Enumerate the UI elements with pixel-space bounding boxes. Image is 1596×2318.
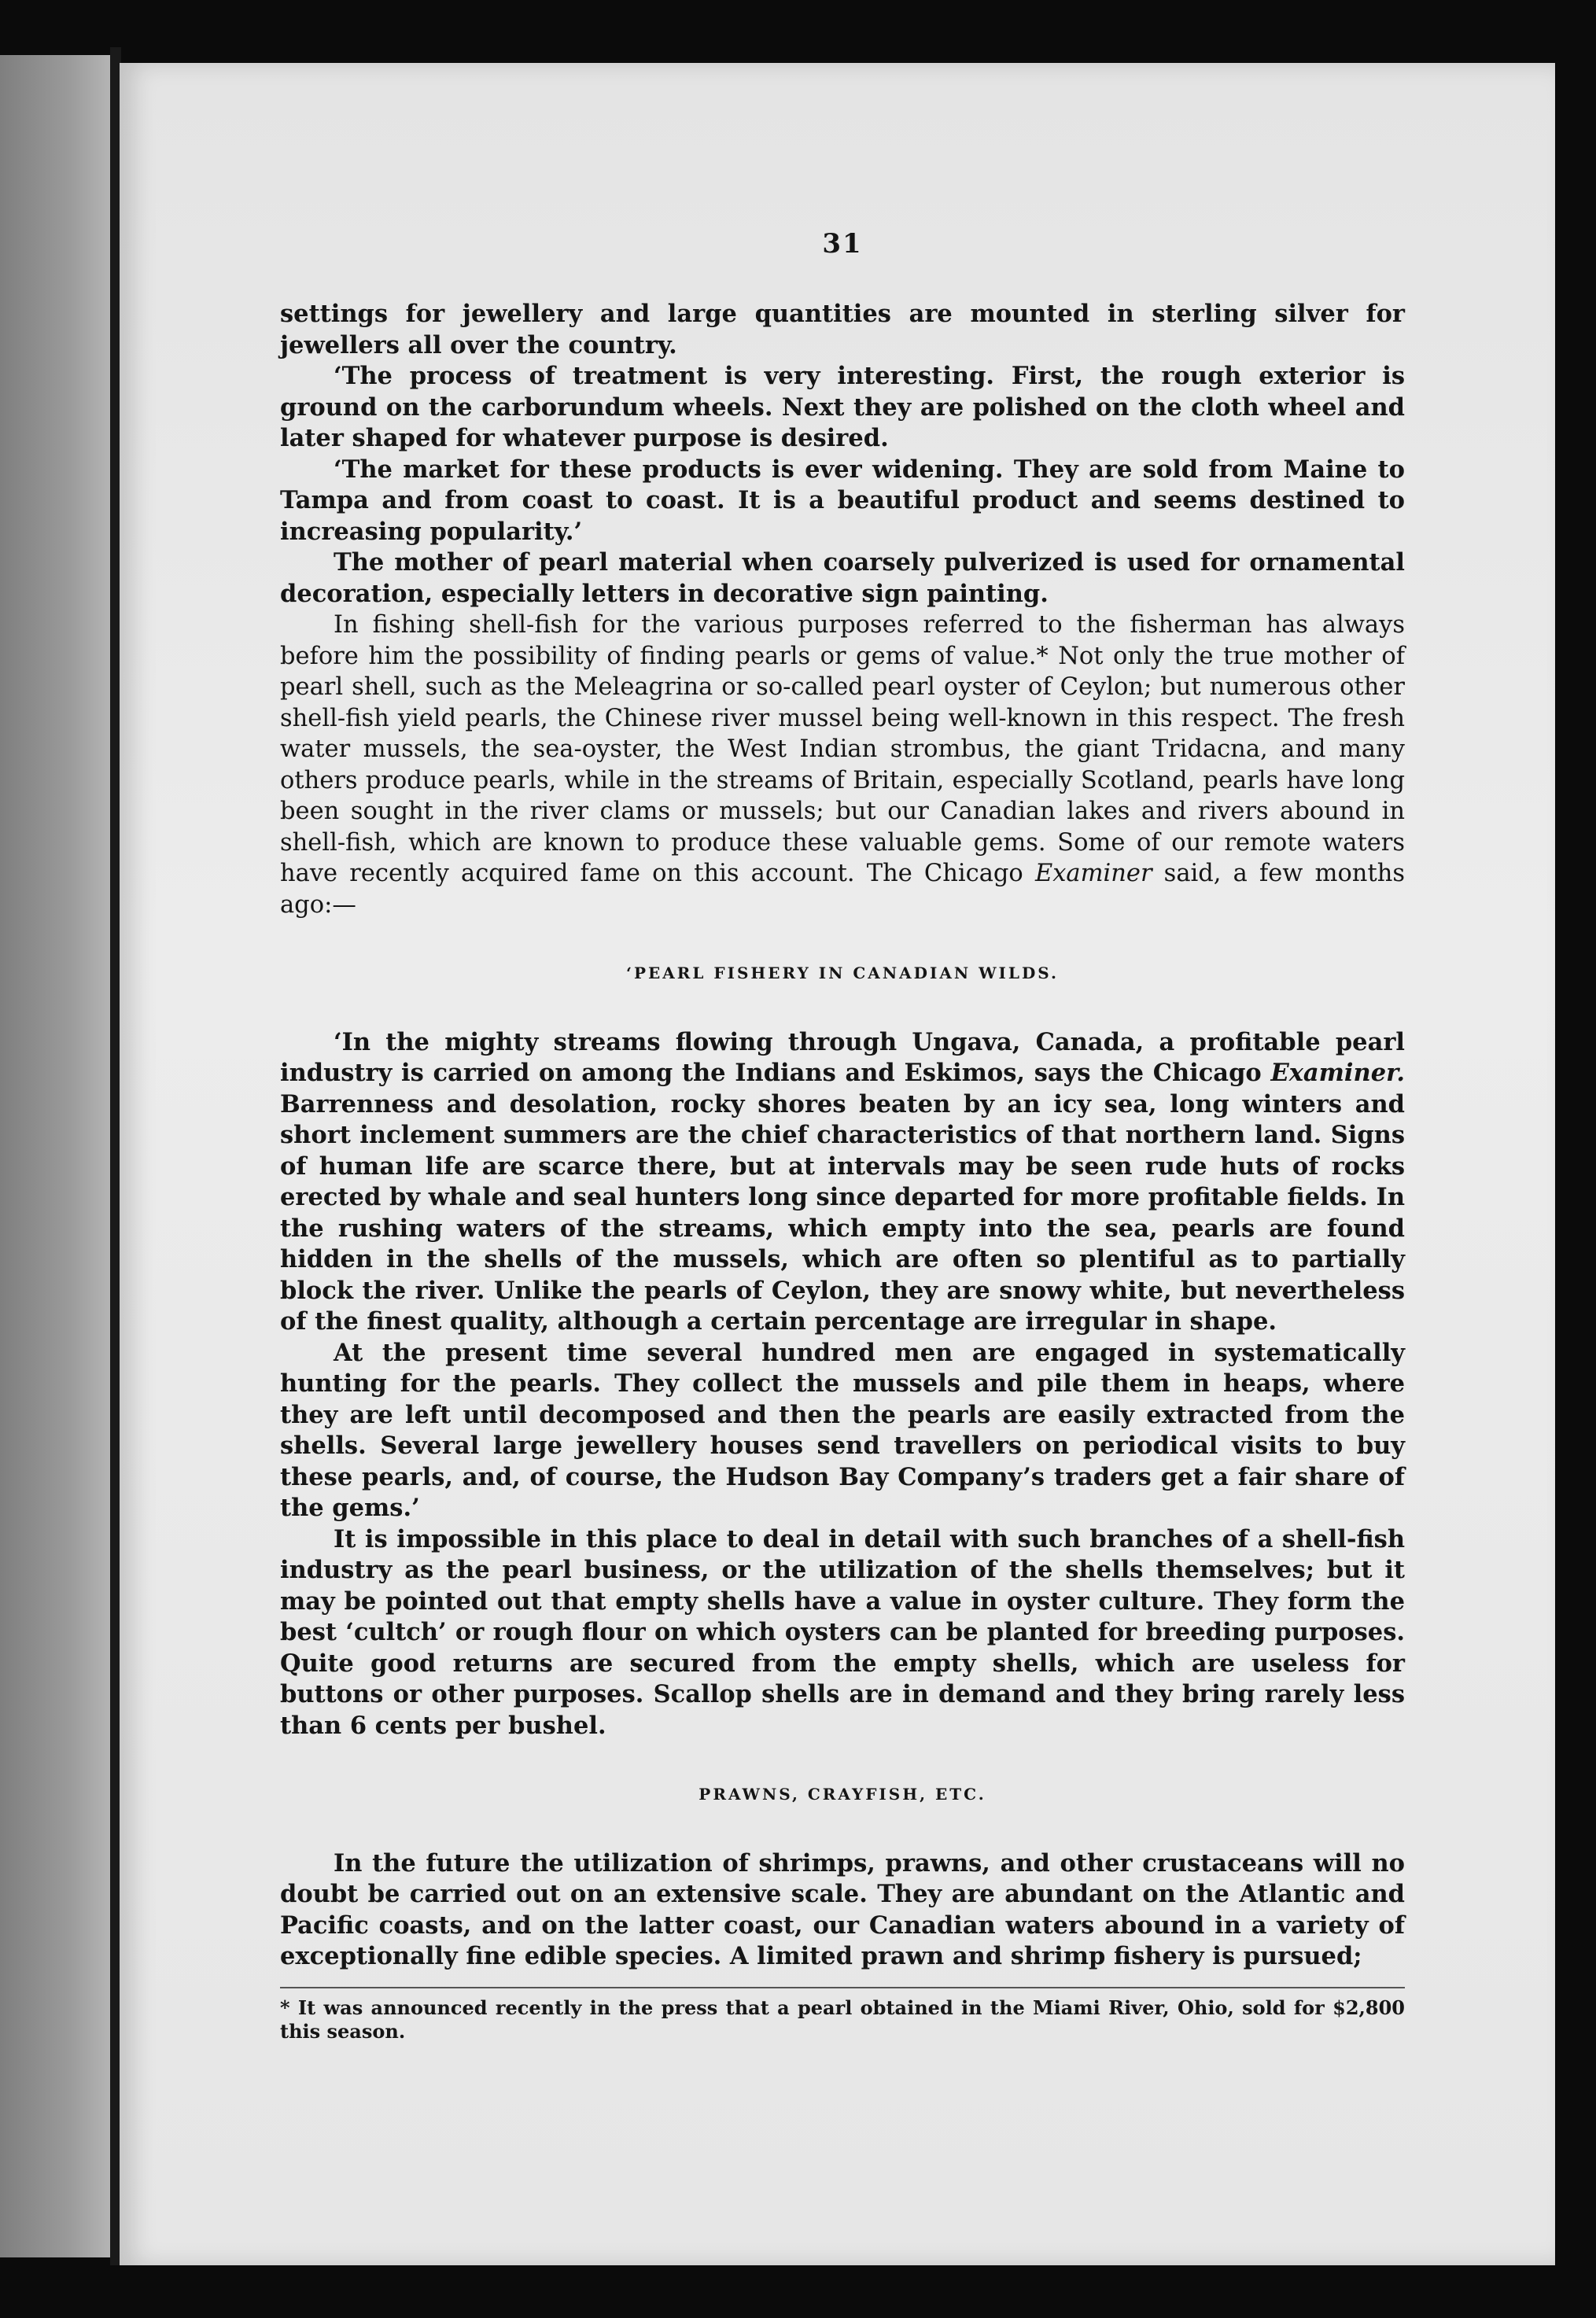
publication-title: Examiner [1034,860,1152,887]
paragraph-text: ‘In the mighty streams flowing through Ungava, Canada, a profitable pearl industry is carried on among the Indians and Eskimos, says the Chicago [280,1027,1405,1087]
paragraph: The mother of pearl material when coarsely pulverized is used for ornamental decoration, especially letters in decorative sign painting. [280,548,1405,608]
paragraph: At the present time several hundred men are engaged in systematically hunting for the pearls. They collect the mussels and pile them in heaps, where they are left until decomposed and then the pearls are easily extracted from the shells. Several large jewellery houses send travellers on periodical visits to buy these pearls, and, of course, the Hudson Bay Company’s traders get a fair share of the gems.’ [280,1338,1405,1522]
paragraph: In the future the utilization of shrimps, prawns, and other crustaceans will no doubt be carried out on an extensive scale. They are abundant on the Atlantic and Pacific coasts, and on the latter coast, our Canadian waters abound in a variety of exceptionally fine edible species. A limited prawn and shrimp fishery is pursued; [280,1848,1405,1970]
footnote: * It was announced recently in the press that a pearl obtained in the Miami River, Ohio, sold for $2,800 this season. [280,1996,1405,2043]
paragraph: ‘The market for these products is ever widening. They are sold from Maine to Tampa and from coast to coast. It is a beautiful product and seems destined to increasing popularity.’ [280,455,1405,546]
paragraph [280,1027,1405,1338]
facing-page-edge [0,55,114,2257]
paragraph: ‘The process of treatment is very interesting. First, the rough exterior is ground on the carborundum wheels. Next they are polished on the cloth wheel and later shaped for whatever purpose is desired. [280,362,1405,452]
document-page [120,63,1555,2265]
paragraph: settings for jewellery and large quantities are mounted in sterling silver for jewellers all over the country. [280,300,1405,359]
paragraph [280,610,1405,920]
paragraph-text: Barrenness and desolation, rocky shores beaten by an icy sea, long winters and short inclement summers are the chief characteristics of that northern land. Signs of human life are scarce there, but at intervals may be seen rude huts of rocks erected by whale and seal hunters long since departed for more profitable fields. In the rushing waters of the streams, which empty into the sea, pearls are found hidden in the shells of the mussels, which are often so plentiful as to partially block the river. Unlike the pearls of Ceylon, they are snowy white, but nevertheless of the finest quality, although a certain percentage are irregular in shape. [280,1089,1405,1336]
publication-title: Examiner. [1270,1059,1405,1087]
section-heading: ‘PEARL FISHERY IN CANADIAN WILDS. [625,964,1059,982]
body-text [280,299,1405,2043]
paragraph-text: In fishing shell-fish for the various purposes referred to the fisherman has always before him the possibility of finding pearls or gems of value.* Not only the true mother of pearl shell, such as the Meleagrina or so-called pearl oyster of Ceylon; but numerous other shell-fish yield pearls, the Chinese river mussel being well-known in this respect. The fresh water mussels, the sea-oyster, the West Indian strombus, the giant Tridacna, and many others produce pearls, while in the streams of Britain, especially Scotland, pearls have long been sought in the river clams or mussels; but our Canadian lakes and rivers abound in shell-fish, which are known to produce these valuable gems. Some of our remote waters have recently acquired fame on this account. The Chicago [280,611,1405,887]
footnote-divider [280,1987,1405,1988]
paragraph: It is impossible in this place to deal in detail with such branches of a shell-fish industry as the pearl business, or the utilization of the shells themselves; but it may be pointed out that empty shells have a value in oyster culture. They form the best ‘cultch’ or rough flour on which oysters can be planted for breeding purposes. Quite good returns are secured from the empty shells, which are useless for buttons or other purposes. Scallop shells are in demand and they bring rarely less than 6 cents per bushel. [280,1524,1405,1740]
paragraph-text: said, a few months ago:— [280,860,1406,919]
page-number: 31 [822,228,863,260]
section-heading: PRAWNS, CRAYFISH, ETC. [698,1785,986,1804]
